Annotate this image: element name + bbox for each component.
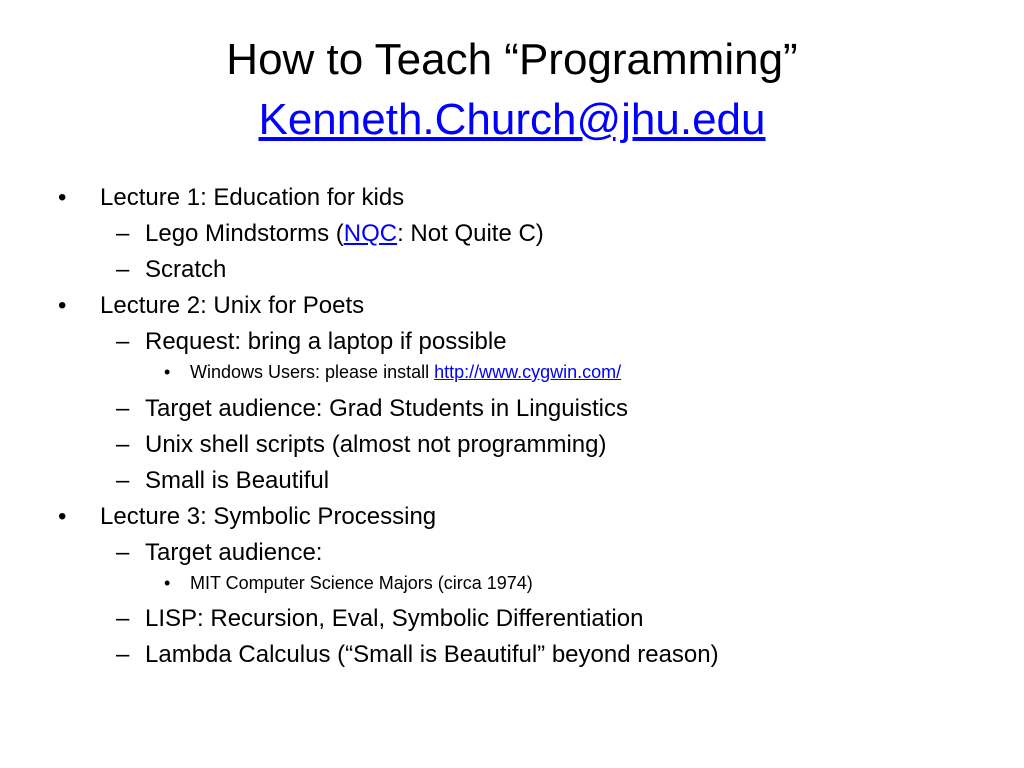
slide-title <box>0 30 1024 150</box>
dash-marker: – <box>116 395 130 422</box>
bullet-text: Unix shell scripts (almost not programming) <box>145 431 607 458</box>
bullet-text: Lecture 2: Unix for Poets <box>100 292 365 319</box>
bullet-text: Lego Mindstorms (NQC: Not Quite C) <box>145 220 544 247</box>
title-line: How to Teach “Programming” <box>226 35 798 84</box>
dash-marker: – <box>116 431 130 458</box>
bullet-text: Target audience: Grad Students in Linguistics <box>145 395 628 422</box>
dash-marker: – <box>116 539 130 566</box>
hyperlink[interactable]: NQC <box>343 220 398 247</box>
bullet-text: MIT Computer Science Majors (circa 1974) <box>190 573 533 593</box>
dash-marker: – <box>116 328 130 355</box>
email-link[interactable]: Kenneth.Church@jhu.edu <box>258 95 766 144</box>
bullet-text: LISP: Recursion, Eval, Symbolic Differentiation <box>145 605 644 632</box>
hyperlink[interactable]: http://www.cygwin.com/ <box>434 362 622 382</box>
bullet-text: Scratch <box>145 256 227 283</box>
dash-marker: – <box>116 256 130 283</box>
bullet-text: Lambda Calculus (“Small is Beautiful” beyond reason) <box>145 641 719 668</box>
dash-marker: – <box>116 641 130 668</box>
bullet-text: Target audience: <box>145 539 323 566</box>
bullet-text: Windows Users: please install http://www.cygwin.com/ <box>190 362 622 382</box>
bullet-marker: • <box>58 292 67 319</box>
bullet-marker: • <box>58 184 67 211</box>
bullet-text: Small is Beautiful <box>145 467 330 494</box>
bullet-text: Lecture 3: Symbolic Processing <box>100 503 437 530</box>
dash-marker: – <box>116 467 130 494</box>
bullet-text: Lecture 1: Education for kids <box>100 184 405 211</box>
bullet-marker: • <box>58 503 67 530</box>
dash-marker: – <box>116 605 130 632</box>
bullet-text: Request: bring a laptop if possible <box>145 328 507 355</box>
bullet-marker: • <box>164 573 171 593</box>
bullet-marker: • <box>164 362 171 382</box>
dash-marker: – <box>116 220 130 247</box>
